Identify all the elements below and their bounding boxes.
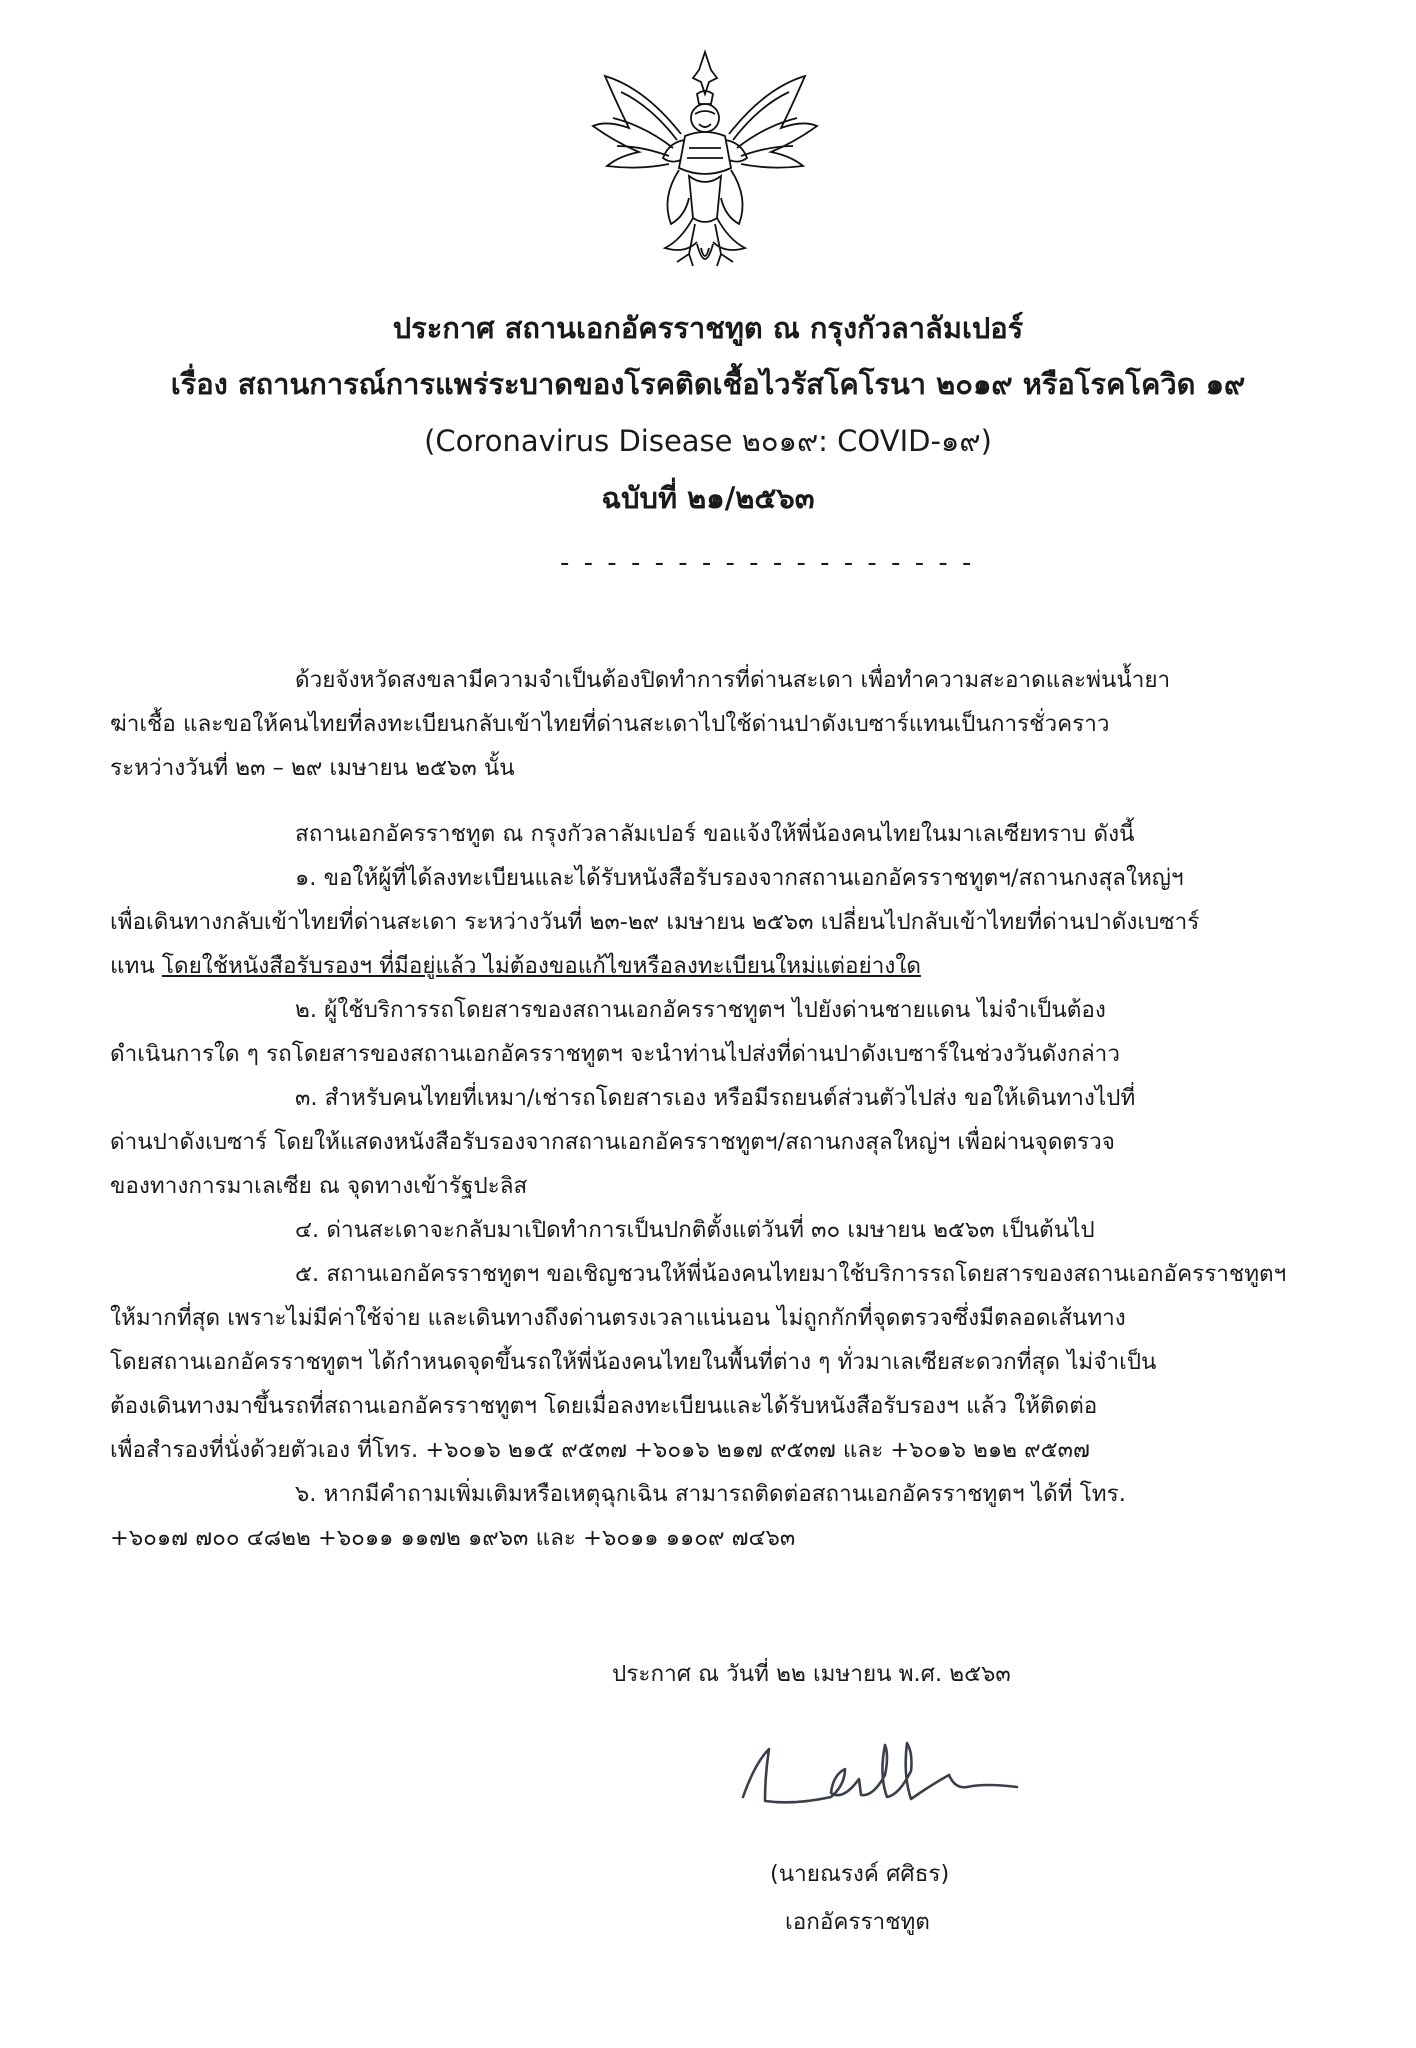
- item-3-line-3: ของทางการมาเลเซีย ณ จุดทางเข้ารัฐปะลิส: [110, 1173, 528, 1199]
- item-5-line-4: ต้องเดินทางมาขึ้นรถที่สถานเอกอัครราชทูตฯ โดยเมื่อลงทะเบียนและได้รับหนังสือรับรองฯ แล้ว ให้ติดต่อ: [110, 1393, 1098, 1419]
- announcement-body: [110, 658, 1310, 1560]
- item-1-underlined-text: โดยใช้หนังสือรับรองฯ ที่มีอยู่แล้ว ไม่ต้องขอแก้ไขหรือลงทะเบียนใหม่แต่อย่างใด: [161, 953, 921, 979]
- signer-position: เอกอัครราชทูต: [785, 1909, 930, 1935]
- announcement-number: ฉบับที่ ๒๑/๒๕๖๓: [601, 481, 815, 515]
- announcement-title: ประกาศ สถานเอกอัครราชทูต ณ กรุงกัวลาลัมเปอร์: [392, 311, 1024, 345]
- item-6-line-2: +๖๐๑๗ ๗๐๐ ๔๘๒๒ +๖๐๑๑ ๑๑๗๒ ๑๙๖๓ และ +๖๐๑๑ ๑๑๐๙ ๗๔๖๓: [110, 1525, 796, 1551]
- item-2-line-2: ดำเนินการใด ๆ รถโดยสารของสถานเอกอัครราชทูตฯ จะนำท่านไปส่งที่ด่านปาดังเบซาร์ในช่วงวันดังกล่าว: [110, 1041, 1120, 1067]
- intro-line-3: ระหว่างวันที่ ๒๓ – ๒๙ เมษายน ๒๕๖๓ นั้น: [110, 755, 515, 781]
- item-1-line-3-start: แทน: [110, 953, 155, 979]
- header-divider: - - - - - - - - - - - - - - - - - -: [560, 548, 975, 578]
- item-3-line-1: ๓. สำหรับคนไทยที่เหมา/เช่ารถโดยสารเอง หรือมีรถยนต์ส่วนตัวไปส่ง ขอให้เดินทางไปที่: [295, 1085, 1136, 1111]
- intro-line-1: ด้วยจังหวัดสงขลามีความจำเป็นต้องปิดทำการที่ด่านสะเดา เพื่อทำความสะอาดและพ่นน้ำยา: [295, 667, 1171, 693]
- notice-line: สถานเอกอัครราชทูต ณ กรุงกัวลาลัมเปอร์ ขอแจ้งให้พี่น้องคนไทยในมาเลเซียทราบ ดังนี้: [295, 821, 1135, 847]
- handwritten-signature: [735, 1735, 1035, 1825]
- item-3-line-2: ด่านปาดังเบซาร์ โดยให้แสดงหนังสือรับรองจากสถานเอกอัครราชทูตฯ/สถานกงสุลใหญ่ฯ เพื่อผ่านจุดตรวจ: [110, 1129, 1115, 1155]
- item-6-line-1: ๖. หากมีคำถามเพิ่มเติมหรือเหตุฉุกเฉิน สามารถติดต่อสถานเอกอัครราชทูตฯ ได้ที่ โทร.: [295, 1481, 1126, 1507]
- announcement-subject-english: (Coronavirus Disease ๒๐๑๙: COVID-๑๙): [424, 424, 992, 458]
- garuda-emblem-icon: [585, 48, 825, 278]
- item-5-line-1: ๕. สถานเอกอัครราชทูตฯ ขอเชิญชวนให้พี่น้องคนไทยมาใช้บริการรถโดยสารของสถานเอกอัครราชทูตฯ: [295, 1261, 1287, 1287]
- signer-name: (นายณรงค์ ศศิธร): [770, 1861, 950, 1887]
- item-1-line-3: [110, 944, 1310, 988]
- announcement-header: [0, 300, 1416, 526]
- item-2-line-1: ๒. ผู้ใช้บริการรถโดยสารของสถานเอกอัครราชทูตฯ ไปยังด่านชายแดน ไม่จำเป็นต้อง: [295, 997, 1106, 1023]
- item-4-line-1: ๔. ด่านสะเดาจะกลับมาเปิดทำการเป็นปกติตั้งแต่วันที่ ๓๐ เมษายน ๒๕๖๓ เป็นต้นไป: [295, 1217, 1095, 1243]
- item-5-line-3: โดยสถานเอกอัครราชทูตฯ ได้กำหนดจุดขึ้นรถให้พี่น้องคนไทยในพื้นที่ต่าง ๆ ทั่วมาเลเซียสะดวกที่สุด ไม่จำเป็น: [110, 1349, 1157, 1375]
- item-5-line-2: ให้มากที่สุด เพราะไม่มีค่าใช้จ่าย และเดินทางถึงด่านตรงเวลาแน่นอน ไม่ถูกกักที่จุดตรวจซึ่งมีตลอดเส้นทาง: [110, 1305, 1126, 1331]
- item-1-line-1: ๑. ขอให้ผู้ที่ได้ลงทะเบียนและได้รับหนังสือรับรองจากสถานเอกอัครราชทูตฯ/สถานกงสุลใหญ่ฯ: [295, 865, 1184, 891]
- intro-line-2: ฆ่าเชื้อ และขอให้คนไทยที่ลงทะเบียนกลับเข้าไทยที่ด่านสะเดาไปใช้ด่านปาดังเบซาร์แทนเป็นการชั่วคราว: [110, 711, 1110, 737]
- announcement-date: ประกาศ ณ วันที่ ๒๒ เมษายน พ.ศ. ๒๕๖๓: [612, 1661, 1011, 1687]
- item-5-line-5: เพื่อสำรองที่นั่งด้วยตัวเอง ที่โทร. +๖๐๑๖ ๒๑๕ ๙๕๓๗ +๖๐๑๖ ๒๑๗ ๙๕๓๗ และ +๖๐๑๖ ๒๑๒ ๙๕๓๗: [110, 1437, 1090, 1463]
- announcement-subject: เรื่อง สถานการณ์การแพร่ระบาดของโรคติดเชื้อไวรัสโคโรนา ๒๐๑๙ หรือโรคโควิด ๑๙: [170, 367, 1246, 401]
- item-1-line-2: เพื่อเดินทางกลับเข้าไทยที่ด่านสะเดา ระหว่างวันที่ ๒๓-๒๙ เมษายน ๒๕๖๓ เปลี่ยนไปกลับเข้าไทยที่ด่านปาดังเบซาร์: [110, 909, 1200, 935]
